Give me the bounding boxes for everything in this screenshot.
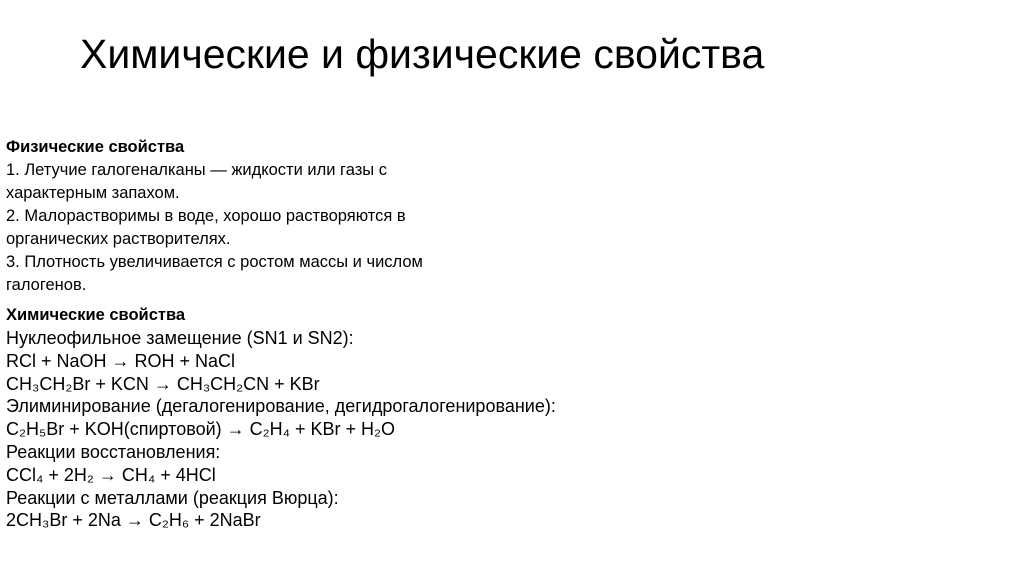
chemical-line: Реакции с металлами (реакция Вюрца):	[6, 487, 339, 508]
physical-line: 3. Плотность увеличивается с ростом массы и числом	[6, 253, 423, 271]
physical-line: 2. Малорастворимы в воде, хорошо растворяются в	[6, 207, 406, 225]
physical-line: характерным запахом.	[6, 184, 180, 202]
chemical-properties-section	[6, 304, 626, 532]
slide-title: Химические и физические свойства	[80, 31, 765, 77]
content-body	[6, 136, 626, 532]
physical-line: 1. Летучие галогеналканы — жидкости или газы с	[6, 161, 387, 179]
chemical-line: Реакции восстановления:	[6, 441, 221, 462]
physical-properties-heading: Физические свойства	[6, 138, 185, 156]
physical-line: органических растворителях.	[6, 230, 231, 248]
chemical-line: Элиминирование (дегалогенирование, дегидрогалогенирование):	[6, 396, 556, 417]
physical-properties-section	[6, 136, 626, 297]
chemical-equation: RCl + NaOH → ROH + NaCl	[6, 350, 236, 371]
chemical-equation: C₂H₅Br + KOH(спиртовой) → C₂H₄ + KBr + H₂O	[6, 419, 395, 440]
chemical-equation: CH₃CH₂Br + KCN → CH₃CH₂CN + KBr	[6, 373, 320, 394]
chemical-equation: 2CH₃Br + 2Na → C₂H₆ + 2NaBr	[6, 510, 261, 531]
chemical-equation: CCl₄ + 2H₂ → CH₄ + 4HCl	[6, 464, 216, 485]
physical-line: галогенов.	[6, 276, 87, 294]
chemical-properties-heading: Химические свойства	[6, 306, 186, 324]
chemical-line: Нуклеофильное замещение (SN1 и SN2):	[6, 328, 354, 348]
